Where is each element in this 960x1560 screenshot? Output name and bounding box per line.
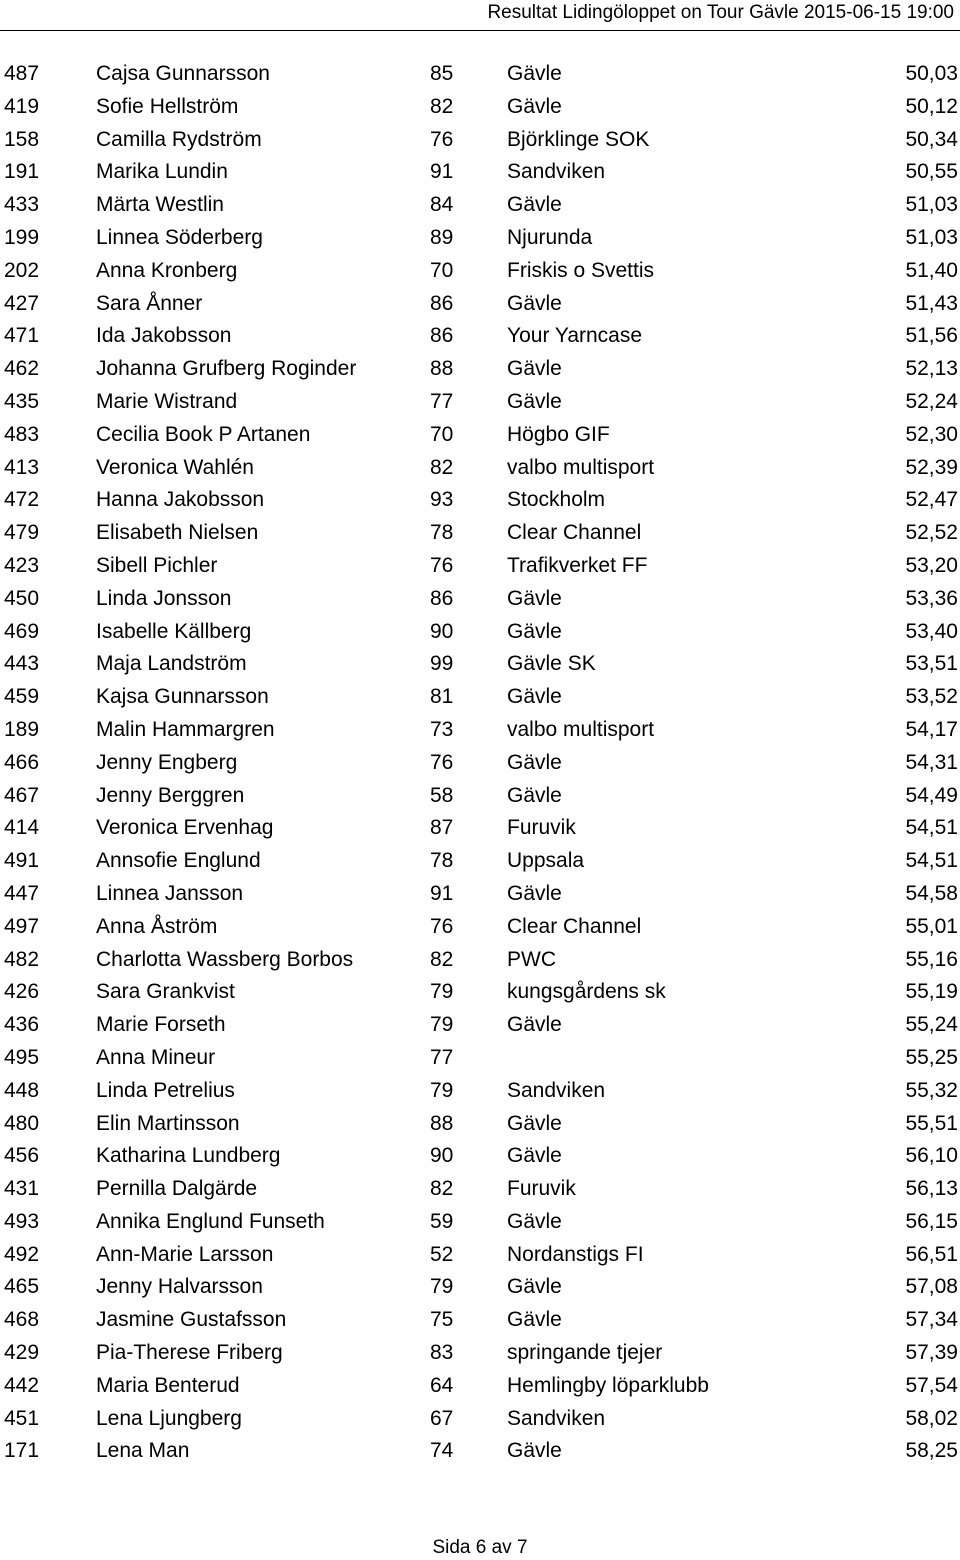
finish-time: 55,32 [905,1078,958,1102]
table-row [0,452,960,485]
finish-time: 55,25 [905,1045,958,1069]
bib-number: 472 [4,488,40,512]
finish-time: 55,51 [905,1111,958,1135]
bib-number: 465 [4,1275,40,1299]
runner-name: Anna Åström [96,914,218,938]
bib-number: 436 [4,1013,40,1037]
club-name: Clear Channel [507,521,642,545]
header-divider [0,30,960,31]
birth-year: 78 [430,521,454,545]
birth-year: 90 [430,619,454,643]
runner-name: Annsofie Englund [96,849,261,873]
club-name: Gävle [507,94,562,118]
birth-year: 67 [430,1406,454,1430]
finish-time: 54,17 [905,717,958,741]
table-row [0,222,960,255]
bib-number: 469 [4,619,40,643]
birth-year: 79 [430,980,454,1004]
finish-time: 54,51 [905,849,958,873]
finish-time: 57,54 [905,1373,958,1397]
finish-time: 54,58 [905,881,958,905]
table-row [0,91,960,124]
runner-name: Sofie Hellström [96,94,239,118]
bib-number: 462 [4,357,40,381]
bib-number: 426 [4,980,40,1004]
club-name: Gävle [507,357,562,381]
runner-name: Pia-Therese Friberg [96,1341,283,1365]
club-name: Nordanstigs FI [507,1242,644,1266]
birth-year: 76 [430,750,454,774]
birth-year: 88 [430,357,454,381]
bib-number: 191 [4,160,40,184]
runner-name: Isabelle Källberg [96,619,252,643]
finish-time: 52,47 [905,488,958,512]
birth-year: 59 [430,1209,454,1233]
finish-time: 57,34 [905,1308,958,1332]
bib-number: 443 [4,652,40,676]
runner-name: Camilla Rydström [96,127,262,151]
finish-time: 52,52 [905,521,958,545]
table-row [0,1304,960,1337]
club-name: Furuvik [507,1177,576,1201]
finish-time: 56,13 [905,1177,958,1201]
table-row [0,648,960,681]
table-row [0,353,960,386]
finish-time: 56,51 [905,1242,958,1266]
table-row [0,1042,960,1075]
table-row [0,419,960,452]
runner-name: Anna Kronberg [96,258,238,282]
birth-year: 64 [430,1373,454,1397]
birth-year: 74 [430,1439,454,1463]
table-row [0,1075,960,1108]
club-name: Gävle [507,193,562,217]
birth-year: 76 [430,127,454,151]
bib-number: 479 [4,521,40,545]
runner-name: Johanna Grufberg Roginder [96,357,357,381]
runner-name: Sara Grankvist [96,980,235,1004]
club-name: Gävle [507,783,562,807]
finish-time: 51,40 [905,258,958,282]
runner-name: Linda Jonsson [96,586,232,610]
runner-name: Maja Landström [96,652,247,676]
bib-number: 497 [4,914,40,938]
table-row [0,878,960,911]
club-name: kungsgårdens sk [507,980,666,1004]
finish-time: 57,08 [905,1275,958,1299]
table-row [0,1206,960,1239]
club-name: Stockholm [507,488,606,512]
birth-year: 82 [430,947,454,971]
finish-time: 50,12 [905,94,958,118]
finish-time: 54,51 [905,816,958,840]
club-name: Gävle SK [507,652,596,676]
runner-name: Jenny Engberg [96,750,238,774]
club-name: Gävle [507,1144,562,1168]
club-name: Your Yarncase [507,324,643,348]
table-row [0,288,960,321]
club-name: Hemlingby löparklubb [507,1373,709,1397]
table-row [0,1435,960,1468]
bib-number: 423 [4,553,40,577]
club-name: Uppsala [507,849,585,873]
table-row [0,976,960,1009]
finish-time: 55,19 [905,980,958,1004]
runner-name: Sibell Pichler [96,553,218,577]
page-number: Sida 6 av 7 [432,1537,528,1558]
birth-year: 81 [430,685,454,709]
table-row [0,1370,960,1403]
finish-time: 54,31 [905,750,958,774]
bib-number: 467 [4,783,40,807]
club-name: Gävle [507,1439,562,1463]
runner-name: Charlotta Wassberg Borbos [96,947,354,971]
runner-name: Jenny Halvarsson [96,1275,263,1299]
finish-time: 56,10 [905,1144,958,1168]
finish-time: 51,56 [905,324,958,348]
club-name: Furuvik [507,816,576,840]
runner-name: Veronica Wahlén [96,455,254,479]
finish-time: 53,40 [905,619,958,643]
finish-time: 52,30 [905,422,958,446]
bib-number: 491 [4,849,40,873]
bib-number: 447 [4,881,40,905]
table-row [0,517,960,550]
birth-year: 73 [430,717,454,741]
table-row [0,1009,960,1042]
birth-year: 58 [430,783,454,807]
runner-name: Maria Benterud [96,1373,240,1397]
birth-year: 76 [430,914,454,938]
table-row [0,1108,960,1141]
bib-number: 468 [4,1308,40,1332]
club-name: Gävle [507,1275,562,1299]
finish-time: 51,03 [905,225,958,249]
runner-name: Hanna Jakobsson [96,488,265,512]
birth-year: 52 [430,1242,454,1266]
club-name: springande tjejer [507,1341,663,1365]
finish-time: 52,13 [905,357,958,381]
bib-number: 414 [4,816,40,840]
birth-year: 99 [430,652,454,676]
birth-year: 91 [430,881,454,905]
finish-time: 54,49 [905,783,958,807]
bib-number: 431 [4,1177,40,1201]
table-row [0,583,960,616]
runner-name: Jenny Berggren [96,783,245,807]
birth-year: 70 [430,258,454,282]
table-row [0,616,960,649]
bib-number: 482 [4,947,40,971]
finish-time: 50,34 [905,127,958,151]
table-row [0,1239,960,1272]
runner-name: Marika Lundin [96,160,228,184]
runner-name: Linda Petrelius [96,1078,235,1102]
birth-year: 93 [430,488,454,512]
finish-time: 55,01 [905,914,958,938]
birth-year: 70 [430,422,454,446]
finish-time: 53,51 [905,652,958,676]
bib-number: 480 [4,1111,40,1135]
page-header [0,0,960,26]
runner-name: Kajsa Gunnarsson [96,685,269,709]
birth-year: 77 [430,1045,454,1069]
table-row [0,1173,960,1206]
bib-number: 450 [4,586,40,610]
finish-time: 53,36 [905,586,958,610]
birth-year: 85 [430,62,454,85]
club-name: Gävle [507,1308,562,1332]
finish-time: 58,25 [905,1439,958,1463]
runner-name: Marie Forseth [96,1013,226,1037]
club-name: Gävle [507,1111,562,1135]
birth-year: 79 [430,1078,454,1102]
page-title: Resultat Lidingöloppet on Tour Gävle 2015-06-15 19:00 [487,2,954,23]
club-name: Sandviken [507,1078,606,1102]
runner-name: Cecilia Book P Artanen [96,422,311,446]
runner-name: Pernilla Dalgärde [96,1177,258,1201]
club-name: Gävle [507,586,562,610]
club-name: Sandviken [507,1406,606,1430]
table-row [0,484,960,517]
club-name: Gävle [507,750,562,774]
bib-number: 433 [4,193,40,217]
bib-number: 456 [4,1144,40,1168]
finish-time: 53,52 [905,685,958,709]
bib-number: 199 [4,225,40,249]
runner-name: Jasmine Gustafsson [96,1308,287,1332]
table-row [0,1403,960,1436]
club-name: Clear Channel [507,914,642,938]
bib-number: 419 [4,94,40,118]
finish-time: 55,24 [905,1013,958,1037]
bib-number: 483 [4,422,40,446]
runner-name: Cajsa Gunnarsson [96,62,270,85]
birth-year: 79 [430,1275,454,1299]
birth-year: 77 [430,389,454,413]
runner-name: Malin Hammargren [96,717,275,741]
runner-name: Lena Man [96,1439,190,1463]
runner-name: Lena Ljungberg [96,1406,242,1430]
club-name: Gävle [507,291,562,315]
bib-number: 158 [4,127,40,151]
bib-number: 427 [4,291,40,315]
club-name: Högbo GIF [507,422,610,446]
birth-year: 86 [430,586,454,610]
runner-name: Ann-Marie Larsson [96,1242,274,1266]
birth-year: 75 [430,1308,454,1332]
club-name: valbo multisport [507,717,655,741]
birth-year: 91 [430,160,454,184]
runner-name: Elin Martinsson [96,1111,240,1135]
table-row [0,550,960,583]
finish-time: 56,15 [905,1209,958,1233]
finish-time: 52,24 [905,389,958,413]
runner-name: Marie Wistrand [96,389,238,413]
finish-time: 51,03 [905,193,958,217]
finish-time: 52,39 [905,455,958,479]
bib-number: 435 [4,389,40,413]
table-row [0,1271,960,1304]
bib-number: 448 [4,1078,40,1102]
birth-year: 86 [430,291,454,315]
birth-year: 82 [430,94,454,118]
birth-year: 89 [430,225,454,249]
club-name: Gävle [507,685,562,709]
bib-number: 189 [4,717,40,741]
birth-year: 78 [430,849,454,873]
club-name: Njurunda [507,225,593,249]
club-name: PWC [507,947,556,971]
bib-number: 487 [4,62,40,85]
birth-year: 76 [430,553,454,577]
bib-number: 413 [4,455,40,479]
club-name: Gävle [507,1209,562,1233]
birth-year: 83 [430,1341,454,1365]
bib-number: 202 [4,258,40,282]
bib-number: 171 [4,1439,40,1463]
table-row [0,747,960,780]
runner-name: Ida Jakobsson [96,324,232,348]
finish-time: 58,02 [905,1406,958,1430]
finish-time: 55,16 [905,947,958,971]
results-table [0,58,960,1468]
club-name: Gävle [507,1013,562,1037]
runner-name: Märta Westlin [96,193,224,217]
bib-number: 429 [4,1341,40,1365]
table-row [0,911,960,944]
finish-time: 50,55 [905,160,958,184]
table-row [0,189,960,222]
table-row [0,944,960,977]
finish-time: 53,20 [905,553,958,577]
club-name: Trafikverket FF [507,553,648,577]
birth-year: 88 [430,1111,454,1135]
runner-name: Veronica Ervenhag [96,816,274,840]
birth-year: 86 [430,324,454,348]
table-row [0,681,960,714]
birth-year: 84 [430,193,454,217]
finish-time: 57,39 [905,1341,958,1365]
page-footer [0,1536,960,1560]
bib-number: 451 [4,1406,40,1430]
runner-name: Linnea Söderberg [96,225,263,249]
birth-year: 90 [430,1144,454,1168]
runner-name: Elisabeth Nielsen [96,521,259,545]
runner-name: Annika Englund Funseth [96,1209,325,1233]
birth-year: 79 [430,1013,454,1037]
runner-name: Linnea Jansson [96,881,244,905]
bib-number: 471 [4,324,40,348]
table-row [0,780,960,813]
club-name: valbo multisport [507,455,655,479]
table-row [0,714,960,747]
table-row [0,812,960,845]
table-row [0,58,960,91]
club-name: Gävle [507,389,562,413]
table-row [0,386,960,419]
club-name: Gävle [507,881,562,905]
runner-name: Sara Ånner [96,291,203,315]
club-name: Björklinge SOK [507,127,650,151]
table-row [0,845,960,878]
table-row [0,1140,960,1173]
birth-year: 82 [430,1177,454,1201]
birth-year: 82 [430,455,454,479]
club-name: Friskis o Svettis [507,258,655,282]
bib-number: 492 [4,1242,40,1266]
bib-number: 466 [4,750,40,774]
table-row [0,1337,960,1370]
birth-year: 87 [430,816,454,840]
runner-name: Katharina Lundberg [96,1144,281,1168]
table-row [0,156,960,189]
club-name: Gävle [507,62,562,85]
finish-time: 50,03 [905,62,958,85]
table-row [0,124,960,157]
finish-time: 51,43 [905,291,958,315]
bib-number: 442 [4,1373,40,1397]
runner-name: Anna Mineur [96,1045,216,1069]
bib-number: 495 [4,1045,40,1069]
club-name: Gävle [507,619,562,643]
bib-number: 493 [4,1209,40,1233]
table-row [0,255,960,288]
club-name: Sandviken [507,160,606,184]
bib-number: 459 [4,685,40,709]
table-row [0,320,960,353]
